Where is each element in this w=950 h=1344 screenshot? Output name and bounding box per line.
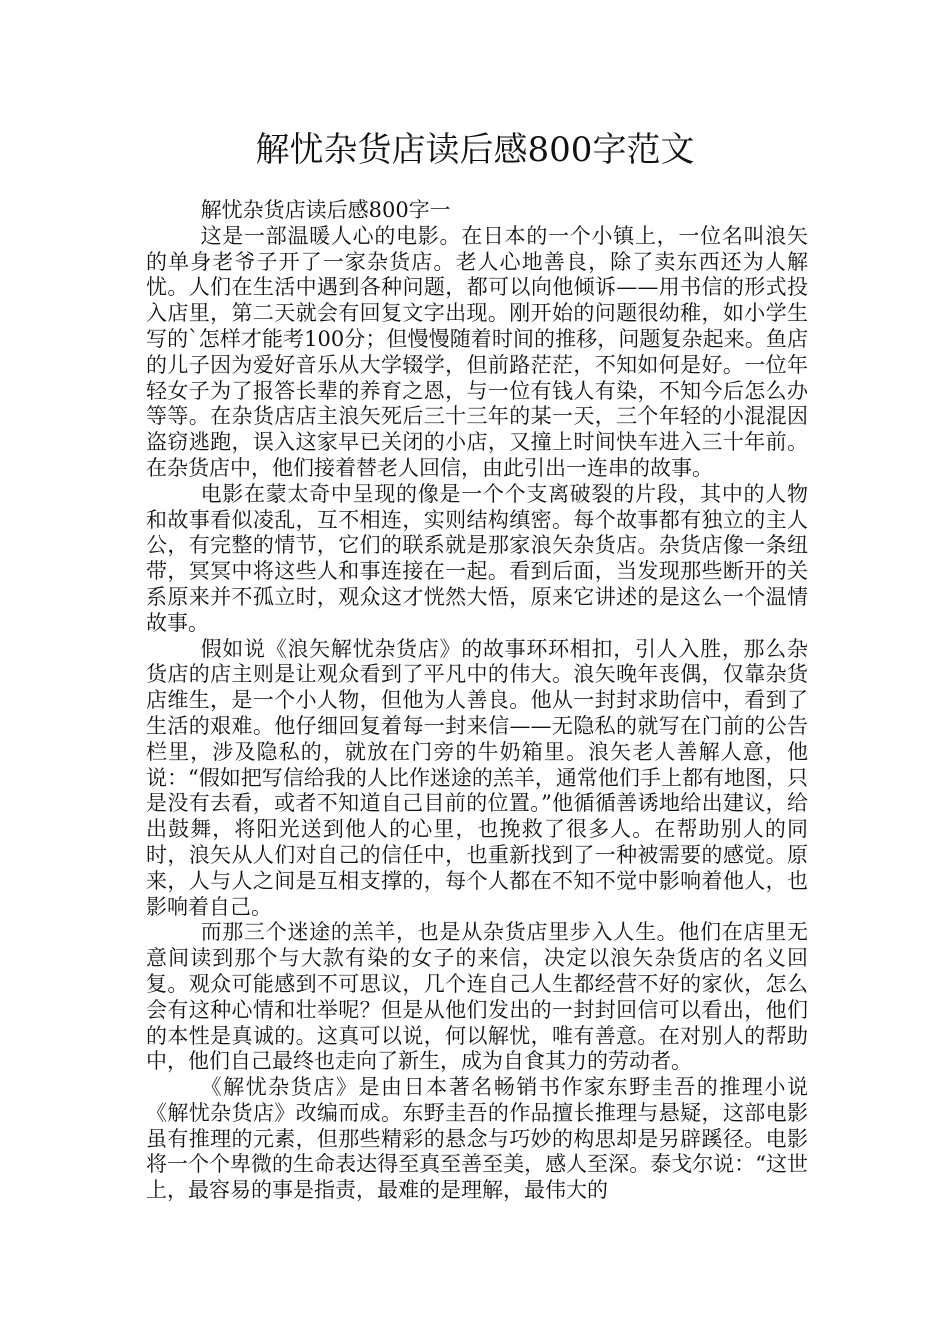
paragraph: 这是一部温暖人心的电影。在日本的一个小镇上，一位名叫浪矢的单身老爷子开了一家杂货店。老人心地善良，除了卖东西还为人解忧。人们在生活中遇到各种问题，都可以向他倾诉——用书信的形式投入店里，第二天就会有回复文字出现。刚开始的问题很幼稚，如小学生写的`怎样才能考100分；但慢慢随着时间的推移，问题复杂起来。鱼店的儿子因为爱好音乐从大学辍学，但前路茫茫，不知如何是好。一位年轻女子为了报答长辈的养育之恩，与一位有钱人有染，不知今后怎么办等等。在杂货店店主浪矢死后三十三年的某一天，三个年轻的小混混因盗窃逃跑，误入这家早已关闭的小店，又撞上时间快车进入三十年前。在杂货店中，他们接着替老人回信，由此引出一连串的故事。 bbox=[146, 223, 808, 480]
paragraph: 《解忧杂货店》是由日本著名畅销书作家东野圭吾的推理小说《解忧杂货店》改编而成。东野圭吾的作品擅长推理与悬疑，这部电影虽有推理的元素，但那些精彩的悬念与巧妙的构思却是另辟蹊径。电影将一个个卑微的生命表达得至真至善至美，感人至深。泰戈尔说：“这世上，最容易的事是指责，最难的是理解，最伟大的 bbox=[146, 1075, 808, 1203]
paragraph: 假如说《浪矢解忧杂货店》的故事环环相扣，引人入胜，那么杂货店的店主则是让观众看到了平凡中的伟大。浪矢晚年丧偶，仅靠杂货店维生，是一个小人物，但他为人善良。他从一封封求助信中，看到了生活的艰难。他仔细回复着每一封来信——无隐私的就写在门前的公告栏里，涉及隐私的，就放在门旁的牛奶箱里。浪矢老人善解人意，他说：“假如把写信给我的人比作迷途的羔羊，通常他们手上都有地图，只是没有去看，或者不知道自己目前的位置。”他循循善诱地给出建议，给出鼓舞，将阳光送到他人的心里，也挽救了很多人。在帮助别人的同时，浪矢从人们对自己的信任中，也重新找到了一种被需要的感觉。原来，人与人之间是互相支撑的，每个人都在不知不觉中影响着他人，也影响着自己。 bbox=[146, 636, 808, 919]
paragraph: 电影在蒙太奇中呈现的像是一个个支离破裂的片段，其中的人物和故事看似凌乱，互不相连，实则结构缜密。每个故事都有独立的主人公，有完整的情节，它们的联系就是那家浪矢杂货店。杂货店像一条纽带，冥冥中将这些人和事连接在一起。看到后面，当发现那些断开的关系原来并不孤立时，观众这才恍然大悟，原来它讲述的是这么一个温情故事。 bbox=[146, 481, 808, 635]
document-title: 解忧杂货店读后感800字范文 bbox=[255, 130, 695, 170]
document-body bbox=[146, 198, 808, 1204]
section-heading: 解忧杂货店读后感800字一 bbox=[200, 198, 451, 222]
paragraph: 而那三个迷途的羔羊，也是从杂货店里步入人生。他们在店里无意间读到那个与大款有染的女子的来信，决定以浪矢杂货店的名义回复。观众可能感到不可思议，几个连自己人生都经营不好的家伙，怎么会有这种心情和壮举呢？但是从他们发出的一封封回信可以看出，他们的本性是真诚的。这真可以说，何以解忧，唯有善意。在对别人的帮助中，他们自己最终也走向了新生，成为自食其力的劳动者。 bbox=[146, 920, 808, 1074]
